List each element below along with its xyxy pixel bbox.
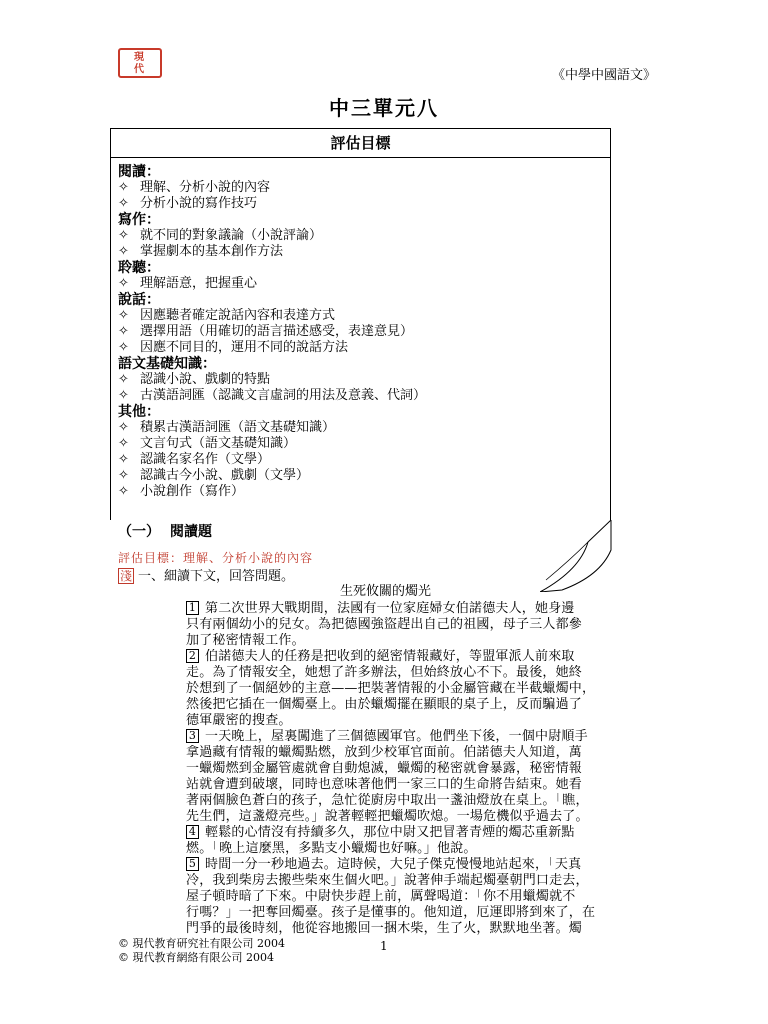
assessment-item-text: 小說創作（寫作） — [140, 484, 245, 499]
paragraph-number: 4 — [186, 825, 199, 839]
assessment-item-text: 理解語意，把握重心 — [140, 276, 258, 291]
story-line — [186, 857, 656, 873]
paragraph-number: 5 — [186, 857, 199, 871]
assessment-item-text: 掌握劇本的基本創作方法 — [140, 244, 284, 259]
story-line — [186, 889, 656, 905]
assessment-category: 其他： — [118, 404, 160, 420]
story-line — [186, 745, 656, 761]
story-line-text: 於想到了一個絕妙的主意——把裝著情報的小金屬管藏在半截蠟燭中， — [186, 681, 596, 696]
diamond-bullet-icon: ✧ — [118, 436, 129, 451]
assessment-category: 聆聽： — [118, 260, 160, 276]
assessment-item-text: 認識古今小說、戲劇（文學） — [140, 468, 310, 483]
story-line — [186, 841, 656, 857]
story-line — [186, 905, 656, 921]
diamond-bullet-icon: ✧ — [118, 452, 129, 467]
assessment-item — [118, 228, 610, 244]
story-line-text: 站就會遭到破壞，同時也意味著他們一家三口的生命將告結束。她看 — [186, 777, 583, 792]
publisher-logo — [118, 48, 162, 78]
assessment-item-text: 文言句式（語文基礎知識） — [140, 436, 297, 451]
assessment-item — [118, 308, 610, 324]
story-line — [186, 873, 656, 889]
story-line — [186, 617, 656, 633]
story-line — [186, 601, 656, 617]
story-paragraph — [186, 601, 656, 649]
copyright-footer — [118, 937, 285, 965]
section-heading — [118, 521, 212, 541]
assessment-item — [118, 436, 610, 452]
diamond-bullet-icon: ✧ — [118, 276, 129, 291]
copyright-line-2: © 現代教育網絡有限公司 2004 — [118, 951, 274, 964]
story-line-text: 著兩個臉色蒼白的孩子，急忙從廚房中取出一盞油燈放在桌上。「瞧， — [186, 793, 589, 808]
paragraph-number: 2 — [186, 649, 199, 663]
paragraph-number: 1 — [186, 601, 199, 615]
story-paragraph — [186, 857, 656, 937]
section-title: 閱讀題 — [170, 524, 212, 540]
diamond-bullet-icon: ✧ — [118, 324, 129, 339]
story-line-text: 行嗎？」一把奪回燭臺。孩子是懂事的。他知道，厄運即將到來了，在 — [186, 905, 596, 920]
diamond-bullet-icon: ✧ — [118, 388, 129, 403]
story-line-text: 燃。「晚上這麼黑，多點支小蠟燭也好嘛。」他說。 — [186, 841, 477, 856]
assessment-item-text: 因應聽者確定說話內容和表達方式 — [140, 308, 336, 323]
diamond-bullet-icon: ✧ — [118, 340, 129, 355]
assessment-category: 說話： — [118, 292, 160, 308]
logo-char-1: 現 — [134, 52, 144, 63]
story-line — [186, 713, 656, 729]
assessment-category: 閱讀： — [118, 164, 160, 180]
story-line-text: 伯諾德夫人的任務是把收到的絕密情報藏好，等盟軍派人前來取 — [205, 649, 575, 664]
logo-char-2: 代 — [134, 64, 144, 75]
eval-target: 評估目標：理解、分析小說的內容 — [118, 551, 314, 565]
story-paragraph — [186, 649, 656, 729]
diamond-bullet-icon: ✧ — [118, 308, 129, 323]
question-1 — [118, 565, 294, 584]
assessment-item — [118, 484, 610, 500]
story-line — [186, 729, 656, 745]
assessment-list — [111, 158, 610, 500]
book-title: 《中學中國語文》 — [551, 68, 656, 83]
paragraph-number: 3 — [186, 729, 199, 743]
story-line — [186, 633, 656, 649]
story-line — [186, 809, 656, 825]
story-line-text: 冷，我到柴房去搬些柴來生個火吧。」說著伸手端起燭臺朝門口走去， — [186, 873, 589, 888]
assessment-item-text: 古漢語詞匯（認識文言虛詞的用法及意義、代詞） — [140, 388, 427, 403]
assessment-item — [118, 196, 610, 212]
story-text — [186, 601, 656, 937]
assessment-category: 寫作： — [118, 212, 160, 228]
assessment-item-text: 因應不同目的，運用不同的說話方法 — [140, 340, 349, 355]
story-line — [186, 681, 656, 697]
story-line — [186, 921, 656, 937]
story-line-text: 走。為了情報安全，她想了許多辦法，但始終放心不下。最後，她終 — [186, 665, 583, 680]
diamond-bullet-icon: ✧ — [118, 196, 129, 211]
diamond-bullet-icon: ✧ — [118, 244, 129, 259]
diamond-bullet-icon: ✧ — [118, 228, 129, 243]
page-curl — [540, 520, 612, 592]
story-line — [186, 761, 656, 777]
assessment-item — [118, 468, 610, 484]
diamond-bullet-icon: ✧ — [118, 420, 129, 435]
story-paragraph — [186, 825, 656, 857]
question-text: 一、細讀下文，回答問題。 — [138, 569, 295, 584]
story-line-text: 一蠟燭燃到金屬管處就會自動熄滅，蠟燭的秘密就會暴露，秘密情報 — [186, 761, 583, 776]
story-line-text: 只有兩個幼小的兒女。為把德國強盜趕出自己的祖國，母子三人都參 — [186, 617, 583, 632]
diamond-bullet-icon: ✧ — [118, 180, 129, 195]
unit-title: 中三單元八 — [329, 96, 439, 120]
story-line-text: 一天晚上，屋裏闖進了三個德國軍官。他們坐下後，一個中尉順手 — [205, 729, 588, 744]
story-line-text: 時間一分一秒地過去。這時候，大兒子傑克慢慢地站起來，「天真 — [205, 857, 582, 872]
assessment-item — [118, 420, 610, 436]
assessment-item-text: 積累古漢語詞匯（語文基礎知識） — [140, 420, 336, 435]
story-line-text: 第二次世界大戰期間，法國有一位家庭婦女伯諾德夫人，她身邊 — [205, 601, 575, 616]
assessment-item-text: 理解、分析小說的內容 — [140, 180, 271, 195]
difficulty-mark: 淺 — [120, 569, 133, 583]
story-line — [186, 665, 656, 681]
story-line — [186, 777, 656, 793]
story-line-text: 德軍嚴密的搜查。 — [186, 713, 292, 728]
assessment-item — [118, 340, 610, 356]
story-line — [186, 697, 656, 713]
assessment-item-text: 認識名家名作（文學） — [140, 452, 271, 467]
assessment-item-text: 就不同的對象議論（小說評論） — [140, 228, 323, 243]
story-line-text: 門爭的最後時刻，他從容地搬回一捆木柴，生了火，默默地坐著。燭 — [186, 921, 583, 936]
assessment-item — [118, 452, 610, 468]
assessment-item-text: 認識小說、戲劇的特點 — [140, 372, 271, 387]
story-paragraph — [186, 729, 656, 825]
assessment-item — [118, 276, 610, 292]
assessment-item — [118, 372, 610, 388]
story-line-text: 先生們，這盞燈亮些。」說著輕輕把蠟燭吹熄。一場危機似乎過去了。 — [186, 809, 589, 824]
story-line-text: 拿過藏有情報的蠟燭點燃，放到少校軍官面前。伯諾德夫人知道，萬 — [186, 745, 583, 760]
page-number: 1 — [380, 939, 388, 953]
assessment-item-text: 選擇用語（用確切的語言描述感受，表達意見） — [140, 324, 414, 339]
story-line — [186, 793, 656, 809]
story-line-text: 加了秘密情報工作。 — [186, 633, 305, 648]
assessment-item-text: 分析小說的寫作技巧 — [140, 196, 258, 211]
section-number: （一） — [118, 524, 160, 540]
assessment-category: 語文基礎知識： — [118, 356, 216, 372]
story-line — [186, 649, 656, 665]
copyright-line-1: © 現代教育研究社有限公司 2004 — [118, 937, 285, 950]
diamond-bullet-icon: ✧ — [118, 468, 129, 483]
assessment-box — [110, 128, 611, 520]
story-line — [186, 825, 656, 841]
story-line-text: 然後把它插在一個燭臺上。由於蠟燭擺在顯眼的桌子上，反而騙過了 — [186, 697, 583, 712]
assessment-item — [118, 324, 610, 340]
story-title: 生死攸關的燭光 — [340, 584, 432, 599]
assessment-item — [118, 180, 610, 196]
diamond-bullet-icon: ✧ — [118, 484, 129, 499]
assessment-item — [118, 388, 610, 404]
assessment-item — [118, 244, 610, 260]
story-line-text: 屋子頓時暗了下來。中尉快步趕上前，厲聲喝道：「你不用蠟燭就不 — [186, 889, 576, 904]
diamond-bullet-icon: ✧ — [118, 372, 129, 387]
story-line-text: 輕鬆的心情沒有持續多久，那位中尉又把冒著青煙的燭芯重新點 — [205, 825, 575, 840]
assessment-heading: 評估目標 — [111, 129, 610, 158]
